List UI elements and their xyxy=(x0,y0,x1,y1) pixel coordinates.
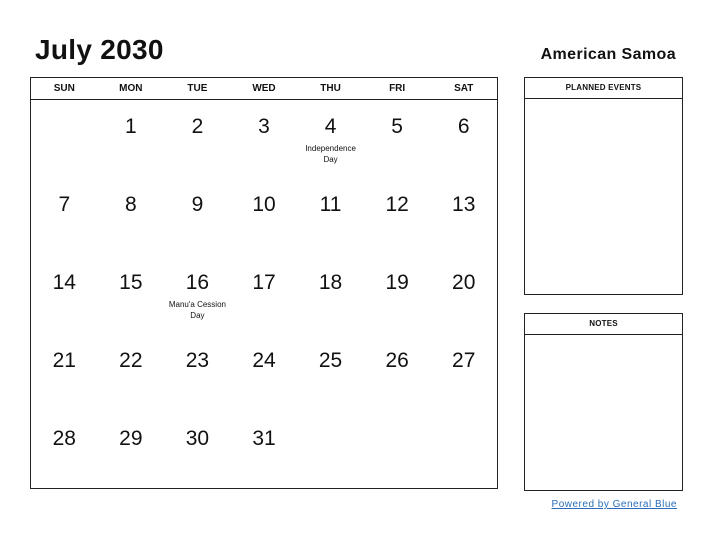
day-cell xyxy=(297,256,364,334)
day-cell xyxy=(231,334,298,412)
day-number: 9 xyxy=(191,193,204,216)
day-cell xyxy=(164,334,231,412)
day-cell xyxy=(31,334,98,412)
day-cell xyxy=(297,334,364,412)
notes-heading: NOTES xyxy=(525,314,682,335)
day-number: 16 xyxy=(185,271,210,294)
day-cell xyxy=(297,100,364,178)
day-cell xyxy=(31,100,98,178)
day-cell xyxy=(31,178,98,256)
powered-by-link[interactable]: Powered by General Blue xyxy=(551,499,677,510)
day-cell xyxy=(364,100,431,178)
day-cell xyxy=(164,256,231,334)
weekday-tue: TUE xyxy=(187,83,208,94)
day-number: 26 xyxy=(385,349,409,372)
weekday-fri: FRI xyxy=(389,83,406,94)
day-cell xyxy=(364,334,431,412)
weekday-thu: THU xyxy=(320,83,341,94)
day-number: 12 xyxy=(385,193,409,216)
day-cell xyxy=(231,100,298,178)
day-number: 14 xyxy=(52,271,76,294)
planned-events-heading: PLANNED EVENTS xyxy=(525,78,682,99)
day-cell xyxy=(31,256,98,334)
day-number: 30 xyxy=(185,427,210,450)
day-cell xyxy=(430,256,497,334)
day-number: 8 xyxy=(125,193,137,216)
day-number: 5 xyxy=(391,115,403,138)
weekday-sun: SUN xyxy=(53,83,75,94)
day-cell xyxy=(98,256,165,334)
holiday-label: Manu'a Cession Day xyxy=(168,300,226,320)
weekday-mon: MON xyxy=(119,83,143,94)
day-cell xyxy=(364,412,431,490)
day-number: 10 xyxy=(252,193,276,216)
page-title: July 2030 xyxy=(35,34,164,65)
notes-panel xyxy=(524,313,683,491)
day-cell xyxy=(31,412,98,490)
day-number: 11 xyxy=(319,193,342,216)
day-cell xyxy=(231,178,298,256)
weekday-sat: SAT xyxy=(454,83,474,94)
day-number: 22 xyxy=(119,349,143,372)
day-number: 21 xyxy=(52,349,76,372)
day-number: 29 xyxy=(119,427,143,450)
day-number: 17 xyxy=(252,271,276,294)
day-cell xyxy=(297,178,364,256)
weekday-header-row xyxy=(31,78,497,100)
day-number: 20 xyxy=(452,271,476,294)
day-number: 19 xyxy=(385,271,409,294)
day-number: 15 xyxy=(119,271,143,294)
day-number: 1 xyxy=(125,115,137,138)
day-cell xyxy=(231,412,298,490)
day-cell xyxy=(231,256,298,334)
weekday-wed: WED xyxy=(252,83,276,94)
day-cell xyxy=(164,178,231,256)
day-number: 24 xyxy=(252,349,276,372)
day-cell xyxy=(430,334,497,412)
calendar-weeks xyxy=(31,100,497,490)
day-number: 28 xyxy=(52,427,76,450)
day-number: 18 xyxy=(318,271,343,294)
day-number: 4 xyxy=(324,115,337,138)
day-cell xyxy=(297,412,364,490)
day-cell xyxy=(164,100,231,178)
holiday-label: Independence Day xyxy=(305,144,356,164)
day-cell xyxy=(364,178,431,256)
day-number: 2 xyxy=(191,115,204,138)
day-number: 31 xyxy=(252,427,276,450)
day-cell xyxy=(430,100,497,178)
day-number: 6 xyxy=(457,115,470,138)
day-cell xyxy=(98,334,165,412)
region-label: American Samoa xyxy=(540,46,676,63)
day-cell xyxy=(98,412,165,490)
planned-events-panel xyxy=(524,77,683,295)
day-number: 27 xyxy=(452,349,476,372)
day-cell xyxy=(164,412,231,490)
day-cell xyxy=(364,256,431,334)
day-number: 25 xyxy=(318,349,343,372)
day-number: 13 xyxy=(452,193,476,216)
day-cell xyxy=(98,100,165,178)
day-number: 3 xyxy=(258,115,270,138)
day-number: 23 xyxy=(185,349,210,372)
day-number: 7 xyxy=(58,193,71,216)
day-cell xyxy=(430,178,497,256)
day-cell xyxy=(98,178,165,256)
day-cell xyxy=(430,412,497,490)
calendar-grid xyxy=(30,77,498,489)
